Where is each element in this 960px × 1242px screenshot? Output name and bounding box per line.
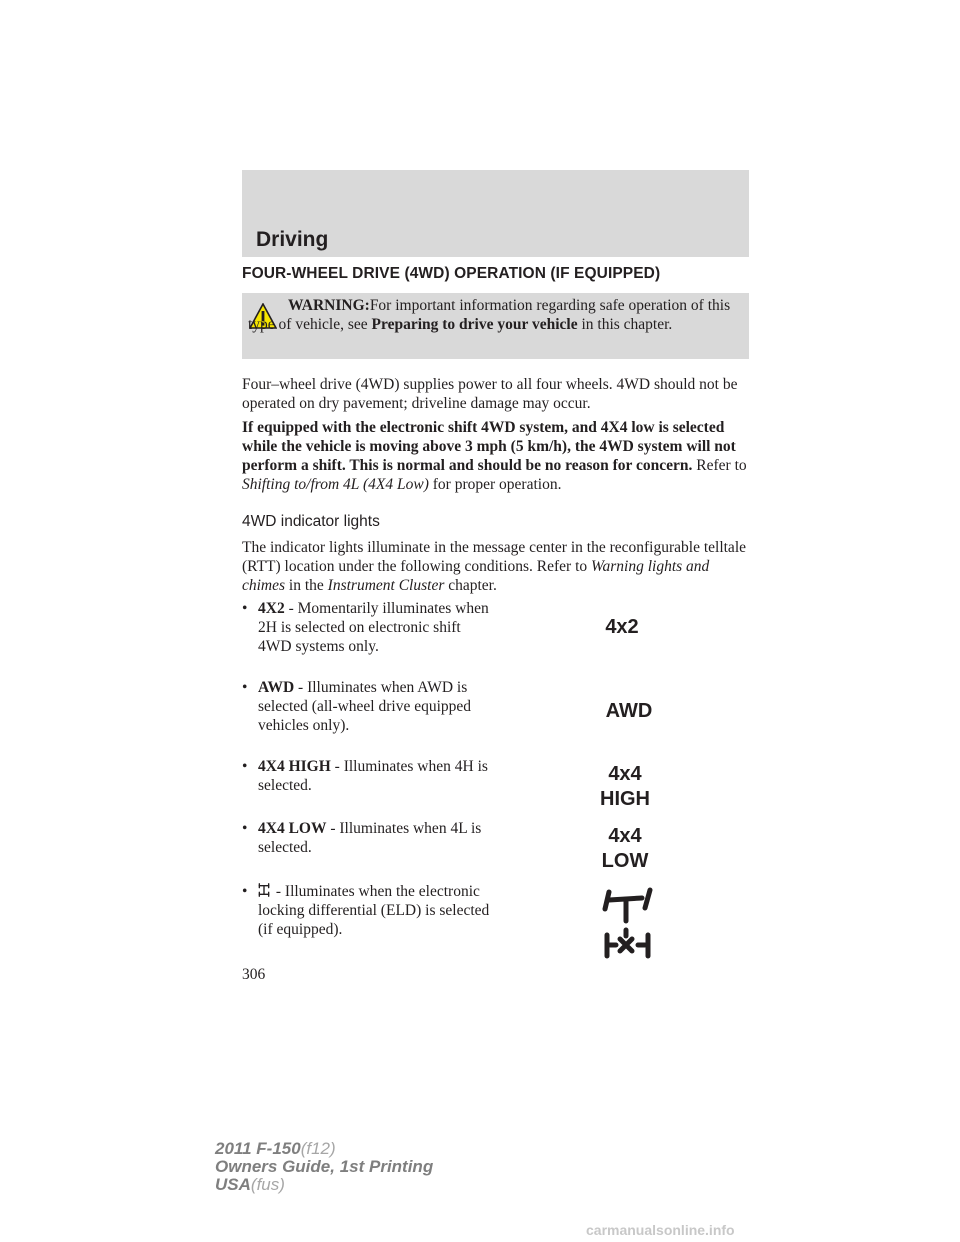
indicator-4x4-high-icon	[565, 762, 685, 812]
indicator-4x4-high-line1: 4x4	[608, 763, 642, 785]
indicator-intro-text: The indicator lights illuminate in the message center in the reconfigurable telltale (RTT) location under the following conditions. Refer to	[242, 539, 746, 575]
item-name: 4X4 HIGH	[258, 758, 331, 775]
indicator-intro-mid: in the	[285, 577, 328, 594]
page-title: Driving	[256, 228, 329, 251]
shift-note-bold: If equipped with the electronic shift 4WD system, and 4X4 low is selected while the vehicle is moving above 3 mph (5 km/h), the 4WD system will not perform a shift. This is normal and should be no reason for concern.	[242, 419, 736, 474]
paragraph-shift-note	[242, 418, 752, 494]
indicator-intro-ref2: Instrument Cluster	[327, 577, 445, 594]
list-item-awd	[242, 678, 497, 735]
footer-model-code: (f12)	[300, 1139, 336, 1158]
bullet-dot: •	[242, 679, 248, 696]
page-number: 306	[242, 966, 266, 983]
watermark: carmanualsonline.info	[586, 1222, 735, 1238]
footer-model: 2011 F-150	[215, 1139, 301, 1158]
footer-market-code: (fus)	[250, 1175, 285, 1194]
section-heading: FOUR-WHEEL DRIVE (4WD) OPERATION (IF EQUIPPED)	[242, 265, 661, 282]
warning-text	[248, 296, 738, 334]
locking-differential-icon	[600, 885, 656, 961]
paragraph-intro: Four–wheel drive (4WD) supplies power to all four wheels. 4WD should not be operated on dry pavement; driveline damage may occur.	[242, 376, 738, 412]
indicator-awd-line1: AWD	[605, 700, 653, 722]
shift-note-refer: Refer to	[692, 457, 747, 474]
bullet-dot: •	[242, 600, 248, 617]
bullet-dot: •	[242, 758, 248, 775]
list-item-4x2	[242, 599, 497, 656]
locking-differential-small-icon	[258, 883, 270, 897]
item-desc: - Illuminates when 4L is selected.	[258, 820, 482, 856]
indicator-4x2-icon	[562, 615, 682, 640]
list-item-4x4-low	[242, 819, 497, 857]
warning-label: WARNING:	[288, 297, 370, 314]
item-desc: - Illuminates when the electronic locking differential (ELD) is selected (if equipped).	[258, 883, 490, 938]
footer-guide: Owners Guide, 1st Printing	[215, 1157, 434, 1176]
indicator-4x4-low-line2: LOW	[601, 850, 649, 872]
shift-note-end: for proper operation.	[428, 476, 562, 493]
indicator-4x4-high-line2: HIGH	[600, 788, 650, 810]
warning-body: For important information regarding safe operation of this type of vehicle, see	[248, 297, 731, 333]
item-name: AWD	[258, 679, 295, 696]
indicator-intro-ref1: Warning lights and chimes	[242, 558, 710, 594]
bullet-dot: •	[242, 820, 248, 837]
indicator-awd-icon	[569, 699, 689, 724]
list-item-4x4-high	[242, 757, 497, 795]
indicator-4x4-low-icon	[565, 824, 685, 874]
footer-line-1	[215, 1140, 433, 1158]
item-desc: - Illuminates when AWD is selected (all-wheel drive equipped vehicles only).	[258, 679, 472, 734]
item-name: 4X4 LOW	[258, 820, 327, 837]
list-item-eld	[242, 882, 497, 939]
footer	[215, 1140, 433, 1194]
footer-line-3	[215, 1176, 433, 1194]
bullet-dot: •	[242, 883, 248, 900]
item-desc: - Momentarily illuminates when 2H is selected on electronic shift 4WD systems only.	[258, 600, 489, 655]
warning-suffix: in this chapter.	[577, 316, 673, 333]
indicator-4x4-low-line1: 4x4	[608, 825, 642, 847]
item-name: 4X2	[258, 600, 285, 617]
shift-note-reference: Shifting to/from 4L (4X4 Low)	[242, 476, 429, 493]
indicator-intro-end: chapter.	[444, 577, 497, 594]
indicator-heading: 4WD indicator lights	[242, 513, 380, 530]
item-desc: - Illuminates when 4H is selected.	[258, 758, 488, 794]
indicator-4x2-line1: 4x2	[605, 616, 639, 638]
warning-reference: Preparing to drive your vehicle	[371, 316, 578, 333]
indicator-intro	[242, 538, 752, 595]
footer-market: USA	[215, 1175, 251, 1194]
